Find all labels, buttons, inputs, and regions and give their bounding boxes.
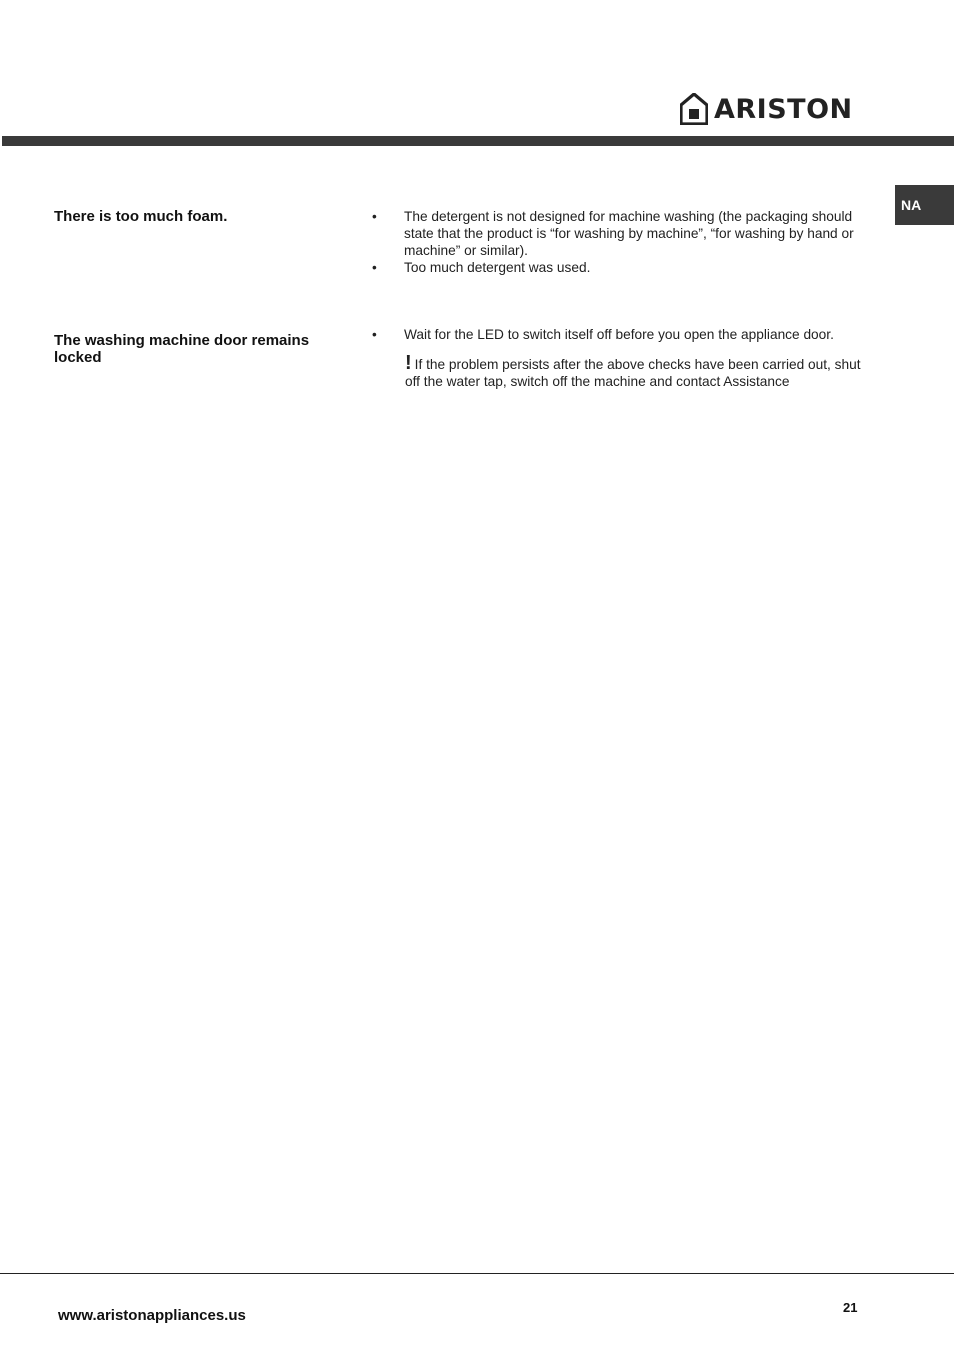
footer-divider <box>0 1273 954 1274</box>
cause-list-door <box>372 326 872 343</box>
bullet-icon: • <box>372 260 377 275</box>
page-number: 21 <box>843 1300 858 1315</box>
problem-title-door: The washing machine door remains locked <box>54 332 310 366</box>
language-tab: NA <box>895 185 954 225</box>
warning-icon: ! <box>405 352 412 374</box>
list-item <box>372 326 872 343</box>
warning-text: If the problem persists after the above checks have been carried out, shut off the water tap, switch off the machine and contact Assistance <box>405 357 861 389</box>
warning-note <box>405 352 875 390</box>
bullet-icon: • <box>372 327 377 342</box>
cause-list-foam <box>372 208 872 276</box>
bullet-icon: • <box>372 209 377 224</box>
header-bar <box>2 136 954 146</box>
list-item <box>372 208 872 259</box>
house-icon <box>680 93 708 125</box>
footer-website: www.aristonappliances.us <box>58 1307 246 1324</box>
cause-text: The detergent is not designed for machine washing (the packaging should state that the product is “for washing by machine”, “for washing by hand or machine” or similar). <box>404 209 854 258</box>
brand-name: ARISTON <box>714 93 853 125</box>
problem-title-foam: There is too much foam. <box>54 208 228 225</box>
cause-text: Too much detergent was used. <box>404 260 591 275</box>
ariston-logo <box>680 92 853 126</box>
cause-text: Wait for the LED to switch itself off before you open the appliance door. <box>404 327 834 342</box>
list-item <box>372 259 872 276</box>
